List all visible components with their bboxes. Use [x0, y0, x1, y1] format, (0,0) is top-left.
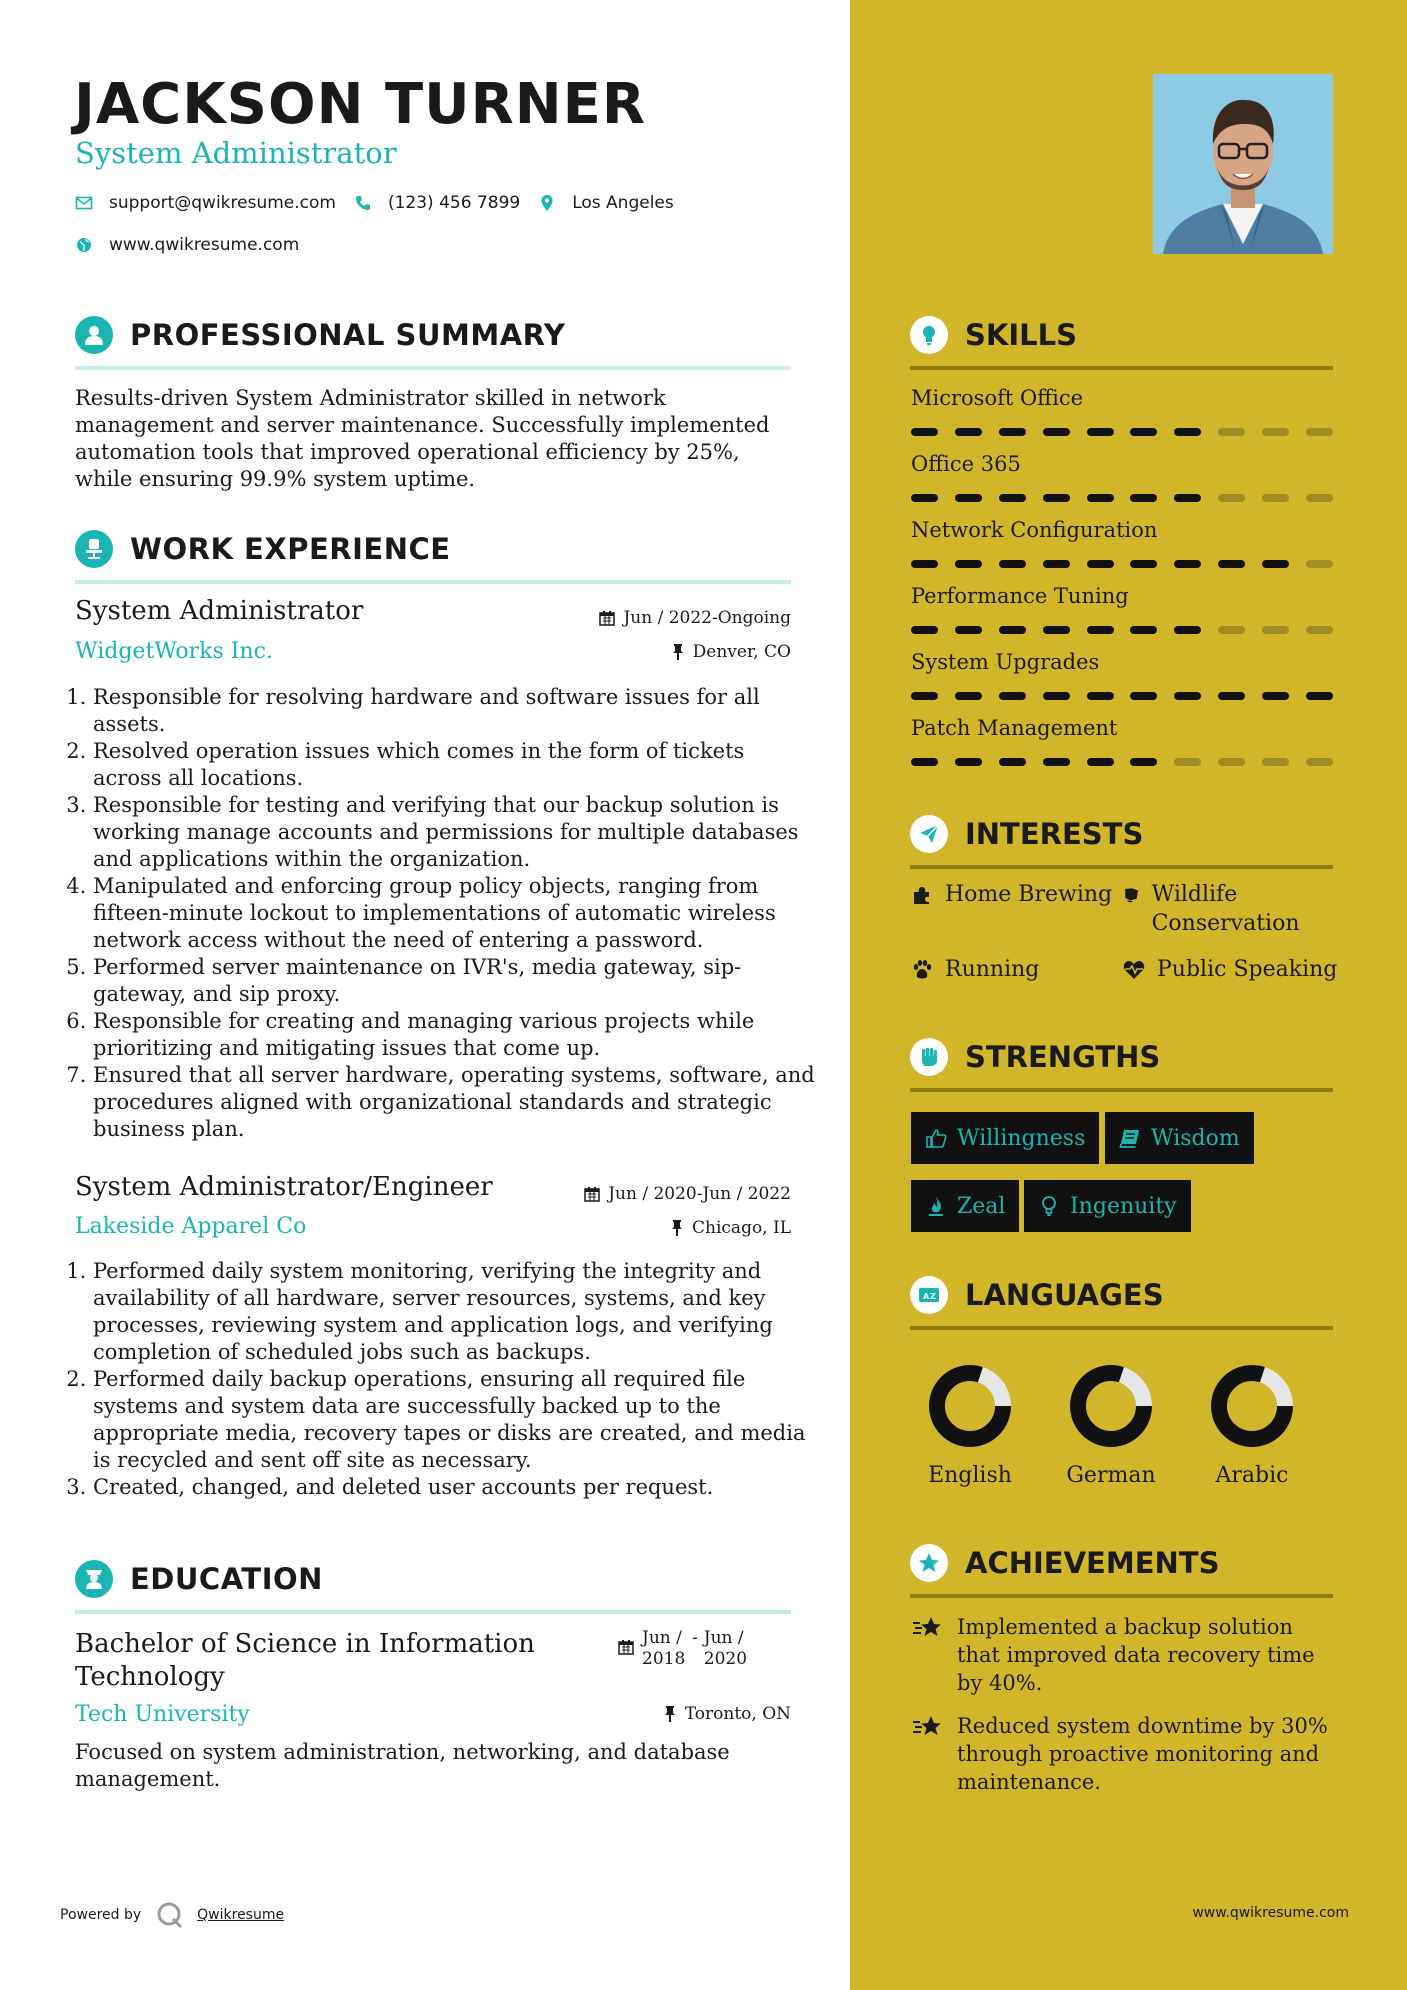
experience-section-header — [75, 530, 791, 584]
interests-section-header — [910, 815, 1333, 869]
skill-level-segment — [1174, 626, 1201, 634]
skills-section-header — [910, 316, 1333, 370]
profile-photo — [1153, 74, 1333, 254]
strengths-section-header — [910, 1038, 1333, 1092]
education-description: Focused on system administration, networking, and database management. — [75, 1740, 730, 1791]
skill-level-segment — [1087, 626, 1114, 634]
strengths-heading: STRENGTHS — [965, 1040, 1161, 1074]
puzzle-icon — [911, 884, 933, 906]
achievement-item — [911, 1712, 1336, 1796]
language-proficiency-ring — [1067, 1362, 1155, 1450]
skill-level-segment — [1218, 560, 1245, 568]
email-text[interactable]: support@qwikresume.com — [109, 193, 336, 213]
company-name: Lakeside Apparel Co — [75, 1214, 307, 1239]
list-item: 6. Responsible for creating and managing various projects while prioritizing and mitigating issues that come up. — [93, 1008, 818, 1062]
skill-level-segment — [955, 494, 982, 502]
strength-label: Willingness — [957, 1125, 1086, 1151]
summary-text: Results-driven System Administrator skilled in network management and server maintenance. Successfully implemented automation tools that improved operational efficiency by 25%, while ensuring 99.9% system uptime. — [75, 386, 770, 491]
job-location — [670, 1218, 791, 1238]
skill-level-bar — [911, 626, 1333, 634]
strength-label: Ingenuity — [1070, 1193, 1177, 1219]
interest-item — [911, 955, 1039, 984]
skill-level-segment — [1130, 626, 1157, 634]
user-icon — [75, 316, 113, 354]
interest-item — [1123, 955, 1337, 984]
achievement-item — [911, 1613, 1336, 1697]
thumbs-up-icon — [925, 1127, 947, 1149]
shooting-star-icon — [911, 1714, 945, 1740]
lightbulb-icon — [910, 316, 948, 354]
skill-level-segment — [911, 626, 938, 634]
interest-item — [1123, 880, 1333, 938]
website-text[interactable]: www.qwikresume.com — [109, 235, 300, 255]
job-location — [671, 642, 791, 662]
skill-name: Patch Management — [911, 716, 1118, 740]
degree-title: Bachelor of Science in Information Technology — [75, 1629, 535, 1692]
list-item: 3. Responsible for testing and verifying that our backup solution is working manage accounts and permissions for multiple databases and applications within the organization. — [93, 792, 818, 873]
skill-level-segment — [999, 494, 1026, 502]
interest-label: Running — [945, 957, 1040, 982]
pin-icon — [671, 644, 685, 660]
qwikresume-logo-icon — [155, 1900, 185, 1930]
list-item: 4. Manipulated and enforcing group policy objects, ranging from fifteen-minute lockout to implementations of automatic wireless network access without the need of entering a password. — [93, 873, 818, 954]
book-icon — [1119, 1127, 1141, 1149]
summary-section-header — [75, 316, 791, 370]
job-location-text: Denver, CO — [692, 642, 791, 662]
heartbeat-icon — [1123, 959, 1145, 981]
contact-row — [75, 193, 692, 213]
skill-level-segment — [1043, 428, 1070, 436]
skill-level-segment — [1306, 560, 1333, 568]
summary-heading: PROFESSIONAL SUMMARY — [130, 318, 566, 352]
job-title: System Administrator/Engineer — [75, 1172, 493, 1202]
flame-icon — [925, 1195, 947, 1217]
job-dates — [584, 1184, 791, 1204]
list-item: 7. Ensured that all server hardware, operating systems, software, and procedures aligned with organizational standards and strategic business plan. — [93, 1062, 818, 1143]
language-name: English — [928, 1463, 1012, 1488]
skill-level-segment — [1218, 428, 1245, 436]
skill-level-segment — [1174, 494, 1201, 502]
achievements-section-header — [910, 1544, 1333, 1598]
education-location — [663, 1704, 791, 1724]
skill-level-segment — [1087, 758, 1114, 766]
achievement-text: Reduced system downtime by 30% through proactive monitoring and maintenance. — [957, 1714, 1328, 1794]
skill-level-segment — [999, 626, 1026, 634]
qwikresume-link[interactable]: Qwikresume — [197, 1907, 285, 1923]
powered-by-label: Powered by — [60, 1907, 142, 1923]
job-dates — [599, 608, 791, 628]
strength-label: Zeal — [957, 1193, 1006, 1219]
phone-text: (123) 456 7899 — [387, 193, 521, 213]
skill-level-segment — [1130, 428, 1157, 436]
skill-level-bar — [911, 494, 1333, 502]
skill-level-segment — [1043, 626, 1070, 634]
paper-plane-icon — [910, 815, 948, 853]
skill-level-segment — [955, 428, 982, 436]
skill-level-segment — [911, 494, 938, 502]
skill-level-segment — [1262, 692, 1289, 700]
skill-level-segment — [1174, 428, 1201, 436]
skill-level-segment — [1262, 494, 1289, 502]
skill-level-segment — [1174, 758, 1201, 766]
skill-level-segment — [1043, 692, 1070, 700]
education-start: Jun / 2018 — [642, 1628, 686, 1669]
phone-icon — [354, 194, 372, 212]
job-dates-text: Jun / 2022-Ongoing — [623, 608, 791, 628]
interests-heading: INTERESTS — [965, 817, 1144, 851]
skill-level-segment — [1043, 758, 1070, 766]
experience-heading: WORK EXPERIENCE — [130, 532, 451, 566]
svg-text:A: A — [923, 1292, 930, 1301]
skill-level-segment — [955, 692, 982, 700]
website-row — [75, 235, 317, 255]
skill-level-segment — [955, 560, 982, 568]
skill-level-segment — [1306, 692, 1333, 700]
strength-chip — [1024, 1180, 1191, 1232]
footer-website[interactable]: www.qwikresume.com — [1192, 1905, 1349, 1921]
calendar-icon — [584, 1186, 600, 1202]
lightbulb-icon — [1038, 1195, 1060, 1217]
calendar-icon — [599, 610, 615, 626]
skill-level-segment — [1218, 692, 1245, 700]
skill-level-segment — [1087, 692, 1114, 700]
skill-level-segment — [1174, 560, 1201, 568]
skill-level-segment — [955, 758, 982, 766]
skill-level-segment — [911, 758, 938, 766]
skill-level-segment — [1087, 560, 1114, 568]
skill-level-segment — [911, 560, 938, 568]
skill-level-segment — [1218, 758, 1245, 766]
location-text: Los Angeles — [572, 193, 674, 213]
language-name: Arabic — [1215, 1463, 1289, 1488]
skill-level-segment — [955, 626, 982, 634]
skill-level-segment — [1262, 428, 1289, 436]
skill-level-segment — [999, 428, 1026, 436]
strength-chip — [1105, 1112, 1254, 1164]
date-separator: - — [692, 1628, 698, 1648]
job-title: System Administrator — [75, 596, 364, 626]
skill-level-bar — [911, 758, 1333, 766]
list-item: 2. Resolved operation issues which comes in the form of tickets across all locations. — [93, 738, 818, 792]
pin-icon — [670, 1220, 684, 1236]
languages-heading: LANGUAGES — [965, 1278, 1164, 1312]
skill-level-segment — [1306, 758, 1333, 766]
globe-icon — [75, 236, 93, 254]
skill-level-segment — [1087, 494, 1114, 502]
skill-level-segment — [999, 692, 1026, 700]
achievement-text: Implemented a backup solution that improved data recovery time by 40%. — [957, 1615, 1315, 1695]
languages-section-header — [910, 1276, 1333, 1330]
education-section-header — [75, 1560, 791, 1614]
skill-level-segment — [1043, 560, 1070, 568]
list-item: 1. Performed daily system monitoring, verifying the integrity and availability of all hardware, server resources, systems, and key processes, reviewing system and application logs, and verifying completion of scheduled jobs such as backups. — [93, 1258, 818, 1366]
office-chair-icon — [75, 530, 113, 568]
skill-level-segment — [1174, 692, 1201, 700]
education-end: Jun / 2020 — [703, 1628, 748, 1669]
skill-level-segment — [1130, 692, 1157, 700]
interest-label: Public Speaking — [1157, 957, 1338, 982]
skill-level-segment — [1087, 428, 1114, 436]
skill-name: Microsoft Office — [911, 386, 1084, 410]
job-duties-list — [66, 684, 818, 1143]
skill-name: System Upgrades — [911, 650, 1100, 674]
job-dates-text: Jun / 2020-Jun / 2022 — [608, 1184, 791, 1204]
star-icon — [910, 1544, 948, 1582]
skill-level-segment — [911, 692, 938, 700]
strength-chip — [911, 1180, 1019, 1232]
list-item: 5. Performed server maintenance on IVR's, media gateway, sip-gateway, and sip proxy. — [93, 954, 818, 1008]
location-icon — [538, 194, 556, 212]
graduate-icon — [75, 1560, 113, 1598]
skill-level-segment — [1130, 494, 1157, 502]
skill-level-segment — [911, 428, 938, 436]
skill-level-segment — [1130, 560, 1157, 568]
email-icon — [75, 194, 93, 212]
list-item: 3. Created, changed, and deleted user accounts per request. — [93, 1474, 818, 1501]
fist-icon — [910, 1038, 948, 1076]
powered-by — [60, 1900, 284, 1930]
interest-label: Wildlife Conservation — [1151, 882, 1300, 936]
skill-level-segment — [1306, 428, 1333, 436]
book-icon — [1123, 884, 1140, 906]
strength-label: Wisdom — [1151, 1125, 1240, 1151]
skill-level-segment — [1262, 626, 1289, 634]
job-duties-list — [66, 1258, 818, 1501]
skill-level-segment — [1262, 560, 1289, 568]
skill-name: Network Configuration — [911, 518, 1158, 542]
candidate-name: JACKSON TURNER — [74, 72, 647, 137]
svg-text:Z: Z — [930, 1292, 936, 1301]
school-name: Tech University — [75, 1702, 250, 1727]
skill-level-segment — [1306, 494, 1333, 502]
calendar-icon — [618, 1639, 634, 1655]
skill-level-bar — [911, 428, 1333, 436]
job-location-text: Chicago, IL — [692, 1218, 791, 1238]
strength-chip — [911, 1112, 1099, 1164]
list-item: 1. Responsible for resolving hardware and software issues for all assets. — [93, 684, 818, 738]
shooting-star-icon — [911, 1615, 945, 1641]
language-proficiency-ring — [1208, 1362, 1296, 1450]
education-dates — [618, 1628, 750, 1670]
skill-level-bar — [911, 560, 1333, 568]
achievements-heading: ACHIEVEMENTS — [965, 1546, 1220, 1580]
skill-level-segment — [1043, 494, 1070, 502]
skill-level-segment — [999, 560, 1026, 568]
candidate-title: System Administrator — [75, 136, 397, 170]
skill-level-segment — [999, 758, 1026, 766]
language-name: German — [1066, 1463, 1156, 1488]
interest-label: Home Brewing — [945, 882, 1113, 907]
skill-name: Performance Tuning — [911, 584, 1129, 608]
skill-level-segment — [1262, 758, 1289, 766]
language-icon — [910, 1276, 948, 1314]
skill-level-bar — [911, 692, 1333, 700]
skill-name: Office 365 — [911, 452, 1021, 476]
pin-icon — [663, 1706, 677, 1722]
education-location-text: Toronto, ON — [684, 1704, 791, 1724]
skill-level-segment — [1130, 758, 1157, 766]
skills-heading: SKILLS — [965, 318, 1077, 352]
interest-item — [911, 880, 1112, 909]
company-name: WidgetWorks Inc. — [75, 639, 273, 664]
skill-level-segment — [1306, 626, 1333, 634]
education-heading: EDUCATION — [130, 1562, 323, 1596]
language-proficiency-ring — [926, 1362, 1014, 1450]
paw-icon — [911, 959, 933, 981]
skill-level-segment — [1218, 626, 1245, 634]
list-item: 2. Performed daily backup operations, ensuring all required file systems and system data are successfully backed up to the appropriate media, recovery tapes or disks are created, and media is recycled and sent off site as necessary. — [93, 1366, 818, 1474]
skill-level-segment — [1218, 494, 1245, 502]
